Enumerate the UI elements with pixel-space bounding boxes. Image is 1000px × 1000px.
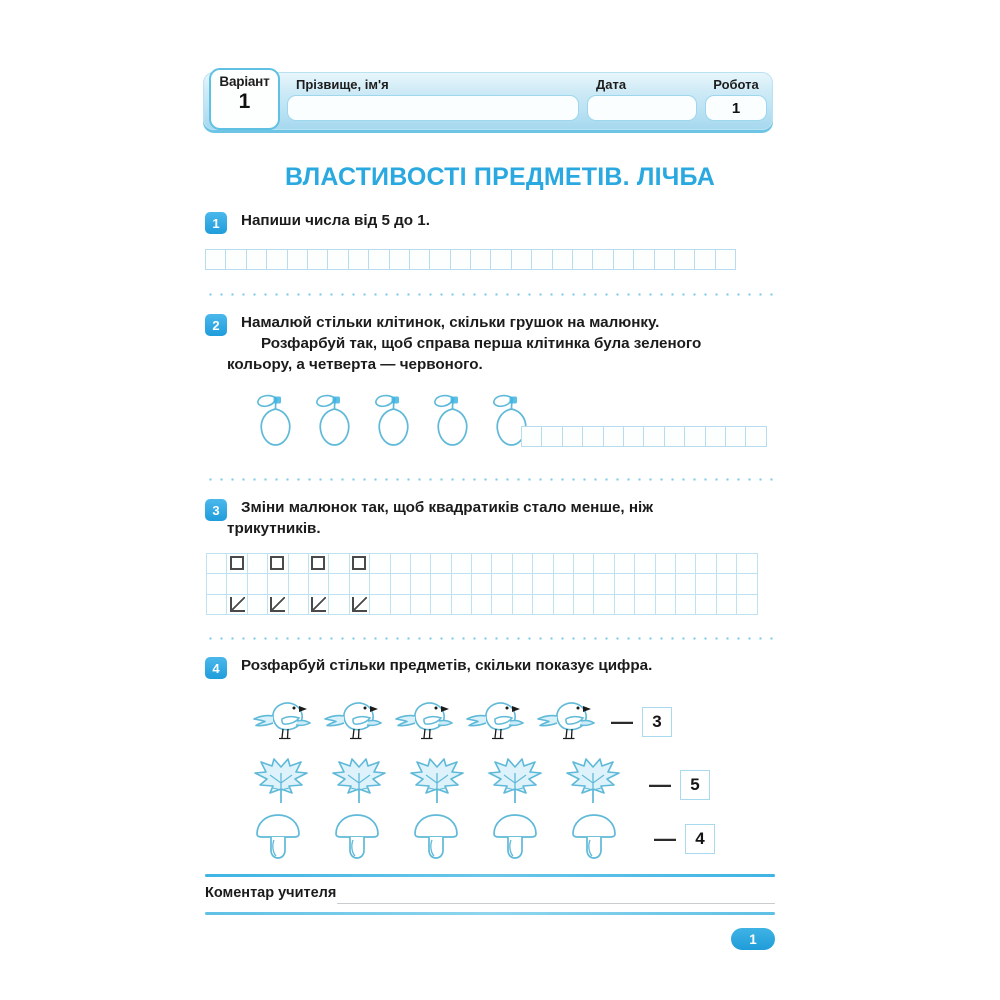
grid-cell[interactable] (248, 554, 268, 574)
answer-cell[interactable] (716, 250, 736, 270)
pear-icon (252, 393, 298, 449)
bird-icon (320, 697, 382, 741)
grid-cell[interactable] (370, 554, 390, 574)
task-2-line-3: кольору, а четверта — червоного. (227, 356, 483, 373)
bird-item[interactable] (533, 697, 595, 746)
answer-cell[interactable] (491, 250, 511, 270)
grid-cell[interactable] (676, 554, 696, 574)
grid-cell[interactable] (737, 595, 757, 615)
task-2 (205, 312, 775, 375)
leaf-item[interactable] (330, 757, 388, 812)
bird-item[interactable] (320, 697, 382, 746)
answer-cell[interactable] (624, 427, 644, 447)
grid-row (207, 554, 758, 574)
leaf-item[interactable] (564, 757, 622, 812)
task-1 (205, 210, 775, 234)
task-4-instruction: Розфарбуй стільки предметів, скільки показує цифра. (241, 657, 653, 674)
answer-cell[interactable] (369, 250, 389, 270)
grid-cell[interactable] (452, 574, 472, 594)
grid-cell[interactable] (717, 595, 737, 615)
task-3-badge: 3 (205, 499, 227, 521)
count-value-box: 5 (680, 770, 710, 800)
grid-cell[interactable] (329, 554, 349, 574)
mushroom-item[interactable] (489, 812, 541, 865)
count-value-box: 4 (685, 824, 715, 854)
answer-cell[interactable] (553, 250, 573, 270)
answer-cell[interactable] (695, 250, 715, 270)
grid-cell[interactable] (492, 554, 512, 574)
mushroom-icon (568, 812, 620, 860)
answer-cell[interactable] (644, 427, 664, 447)
date-field-label: Дата (596, 77, 627, 92)
grid-cell[interactable] (696, 595, 716, 615)
task-3 (205, 497, 775, 539)
teacher-comment-line[interactable] (337, 903, 775, 904)
separator-3 (205, 637, 775, 640)
answer-cell[interactable] (685, 427, 705, 447)
grid-cell[interactable] (452, 554, 472, 574)
task-4 (205, 655, 775, 679)
grid-cell[interactable] (492, 574, 512, 594)
triangle-shape-icon[interactable] (350, 595, 370, 615)
grid-row (207, 595, 758, 615)
grid-cell[interactable] (676, 595, 696, 615)
answer-cell[interactable] (604, 427, 624, 447)
task-3-line-1: Зміни малюнок так, щоб квадратиків стало менше, ніж (241, 499, 654, 516)
task-3-instruction (227, 497, 654, 539)
name-input[interactable] (287, 95, 579, 121)
mushroom-item[interactable] (252, 812, 304, 865)
answer-cell[interactable] (573, 250, 593, 270)
answer-cell[interactable] (308, 250, 328, 270)
answer-cell[interactable] (706, 427, 726, 447)
grid-cell[interactable] (615, 554, 635, 574)
mushroom-item[interactable] (410, 812, 462, 865)
grid-cell[interactable] (554, 574, 574, 594)
grid-cell[interactable] (737, 574, 757, 594)
grid-cell[interactable] (635, 554, 655, 574)
task-3-line-2: трикутників. (227, 520, 321, 537)
leaf-item[interactable] (252, 757, 310, 812)
grid-cell[interactable] (737, 554, 757, 574)
pear-icon (311, 393, 357, 449)
grid-cell[interactable] (431, 554, 451, 574)
grid-cell[interactable] (309, 574, 329, 594)
grid-cell[interactable] (717, 574, 737, 594)
grid-cell[interactable] (472, 554, 492, 574)
answer-cell[interactable] (451, 250, 471, 270)
task-2-line-1: Намалюй стільки клітинок, скільки грушок на малюнку. (241, 314, 660, 331)
page-number-badge: 1 (731, 928, 775, 950)
task-3-header (205, 497, 775, 539)
date-input[interactable] (587, 95, 697, 121)
grid-cell[interactable] (513, 595, 533, 615)
pear-icon (429, 393, 475, 449)
variant-box (209, 68, 280, 130)
pear-illustration-row (252, 393, 547, 454)
mushroom-count-row (252, 812, 715, 865)
work-field-group (705, 77, 767, 121)
mushroom-icon (489, 812, 541, 860)
answer-cell[interactable] (655, 250, 675, 270)
grid-cell[interactable] (227, 574, 247, 594)
grid-cell[interactable] (289, 574, 309, 594)
answer-cell[interactable] (226, 250, 246, 270)
leaf-icon (408, 757, 466, 807)
task-2-badge: 2 (205, 314, 227, 336)
mushroom-item[interactable] (331, 812, 383, 865)
grid-cell[interactable] (391, 574, 411, 594)
task-1-answer-grid[interactable] (205, 249, 736, 270)
leaf-icon (564, 757, 622, 807)
answer-cell[interactable] (614, 250, 634, 270)
name-field-group (287, 77, 579, 121)
pear-item (252, 393, 298, 454)
mushroom-icon (331, 812, 383, 860)
grid-cell[interactable] (207, 554, 227, 574)
grid-cell[interactable] (635, 595, 655, 615)
answer-cell[interactable] (583, 427, 603, 447)
task-4-badge: 4 (205, 657, 227, 679)
grid-cell[interactable] (594, 574, 614, 594)
grid-cell[interactable] (513, 574, 533, 594)
square-shape-icon[interactable] (309, 554, 329, 574)
grid-cell[interactable] (554, 554, 574, 574)
answer-cell[interactable] (267, 250, 287, 270)
pear-icon (370, 393, 416, 449)
page-title: ВЛАСТИВОСТІ ПРЕДМЕТІВ. ЛІЧБА (284, 163, 716, 191)
triangle-shape-icon[interactable] (268, 595, 288, 615)
footer-bottom-divider (205, 912, 775, 915)
grid-cell[interactable] (370, 595, 390, 615)
leaf-icon (252, 757, 310, 807)
grid-cell[interactable] (594, 595, 614, 615)
answer-cell[interactable] (726, 427, 746, 447)
task-2-header (205, 312, 775, 375)
variant-label: Варіант (219, 74, 270, 89)
work-field-label: Робота (713, 77, 759, 92)
grid-cell[interactable] (635, 574, 655, 594)
answer-cell[interactable] (746, 427, 766, 447)
bird-icon (249, 697, 311, 741)
task-2-instruction (227, 312, 702, 375)
square-shape-icon[interactable] (227, 554, 247, 574)
grid-cell[interactable] (452, 595, 472, 615)
grid-cell[interactable] (696, 574, 716, 594)
grid-cell[interactable] (411, 574, 431, 594)
task-4-header (205, 655, 775, 679)
grid-cell[interactable] (615, 595, 635, 615)
grid-cell[interactable] (574, 554, 594, 574)
answer-cell[interactable] (542, 427, 562, 447)
grid-cell[interactable] (656, 595, 676, 615)
task-3-shape-grid[interactable] (206, 553, 758, 615)
grid-cell[interactable] (574, 574, 594, 594)
leaf-count-row (252, 757, 710, 812)
mushroom-icon (410, 812, 462, 860)
grid-cell[interactable] (289, 595, 309, 615)
count-value-box: 3 (642, 707, 672, 737)
work-number-value: 1 (705, 95, 767, 121)
answer-cell[interactable] (634, 250, 654, 270)
grid-cell[interactable] (329, 574, 349, 594)
answer-cell[interactable] (471, 250, 491, 270)
triangle-shape-icon[interactable] (309, 595, 329, 615)
separator-2 (205, 478, 775, 481)
answer-cell[interactable] (328, 250, 348, 270)
answer-cell[interactable] (247, 250, 267, 270)
grid-cell[interactable] (268, 574, 288, 594)
name-field-label: Прізвище, ім'я (296, 77, 389, 92)
grid-cell[interactable] (492, 595, 512, 615)
mushroom-item[interactable] (568, 812, 620, 865)
task-1-instruction: Напиши числа від 5 до 1. (241, 212, 430, 229)
answer-cell[interactable] (512, 250, 532, 270)
grid-cell[interactable] (431, 595, 451, 615)
bird-item[interactable] (249, 697, 311, 746)
grid-row (207, 574, 758, 594)
pear-item (429, 393, 475, 454)
grid-cell[interactable] (411, 554, 431, 574)
task-2-line-2: Розфарбуй так, щоб справа перша клітинка була зеленого (261, 335, 702, 352)
answer-cell[interactable] (532, 250, 552, 270)
grid-cell[interactable] (656, 574, 676, 594)
grid-cell[interactable] (431, 574, 451, 594)
task-1-badge: 1 (205, 212, 227, 234)
grid-cell[interactable] (391, 595, 411, 615)
grid-cell[interactable] (391, 554, 411, 574)
bird-icon (391, 697, 453, 741)
answer-cell[interactable] (288, 250, 308, 270)
grid-cell[interactable] (533, 595, 553, 615)
grid-cell[interactable] (411, 595, 431, 615)
teacher-comment-label: Коментар учителя (205, 885, 337, 901)
grid-cell[interactable] (574, 595, 594, 615)
bird-item[interactable] (462, 697, 524, 746)
worksheet-header (203, 72, 773, 134)
grid-cell[interactable] (329, 595, 349, 615)
pear-item (311, 393, 357, 454)
answer-cell[interactable] (563, 427, 583, 447)
grid-cell[interactable] (513, 554, 533, 574)
grid-cell[interactable] (472, 574, 492, 594)
grid-cell[interactable] (248, 574, 268, 594)
task-2-answer-grid[interactable] (521, 426, 767, 447)
dash-separator: — (654, 825, 676, 851)
grid-cell[interactable] (717, 554, 737, 574)
separator-1 (205, 293, 775, 296)
square-shape-icon[interactable] (268, 554, 288, 574)
answer-cell[interactable] (349, 250, 369, 270)
variant-value: 1 (238, 90, 251, 113)
triangle-shape-icon[interactable] (227, 595, 247, 615)
grid-cell[interactable] (533, 554, 553, 574)
leaf-item[interactable] (408, 757, 466, 812)
grid-cell[interactable] (696, 554, 716, 574)
bird-icon (533, 697, 595, 741)
dash-separator: — (649, 771, 671, 797)
grid-cell[interactable] (289, 554, 309, 574)
grid-cell[interactable] (207, 595, 227, 615)
grid-cell[interactable] (533, 574, 553, 594)
mushroom-icon (252, 812, 304, 860)
grid-cell[interactable] (554, 595, 574, 615)
task-1-header (205, 210, 775, 234)
grid-cell[interactable] (350, 574, 370, 594)
answer-cell[interactable] (390, 250, 410, 270)
footer-top-divider (205, 874, 775, 877)
square-shape-icon[interactable] (350, 554, 370, 574)
leaf-icon (330, 757, 388, 807)
answer-cell[interactable] (430, 250, 450, 270)
grid-cell[interactable] (676, 574, 696, 594)
grid-cell[interactable] (370, 574, 390, 594)
grid-cell[interactable] (656, 554, 676, 574)
bird-icon (462, 697, 524, 741)
leaf-icon (486, 757, 544, 807)
grid-cell[interactable] (207, 574, 227, 594)
pear-item (370, 393, 416, 454)
answer-cell[interactable] (593, 250, 613, 270)
bird-count-row (249, 697, 672, 746)
grid-cell[interactable] (615, 574, 635, 594)
answer-cell[interactable] (206, 250, 226, 270)
date-field-group (587, 77, 697, 121)
dash-separator: — (611, 708, 633, 734)
grid-cell[interactable] (594, 554, 614, 574)
answer-cell[interactable] (665, 427, 685, 447)
leaf-item[interactable] (486, 757, 544, 812)
bird-item[interactable] (391, 697, 453, 746)
answer-cell[interactable] (522, 427, 542, 447)
answer-cell[interactable] (675, 250, 695, 270)
grid-cell[interactable] (248, 595, 268, 615)
answer-cell[interactable] (410, 250, 430, 270)
grid-cell[interactable] (472, 595, 492, 615)
